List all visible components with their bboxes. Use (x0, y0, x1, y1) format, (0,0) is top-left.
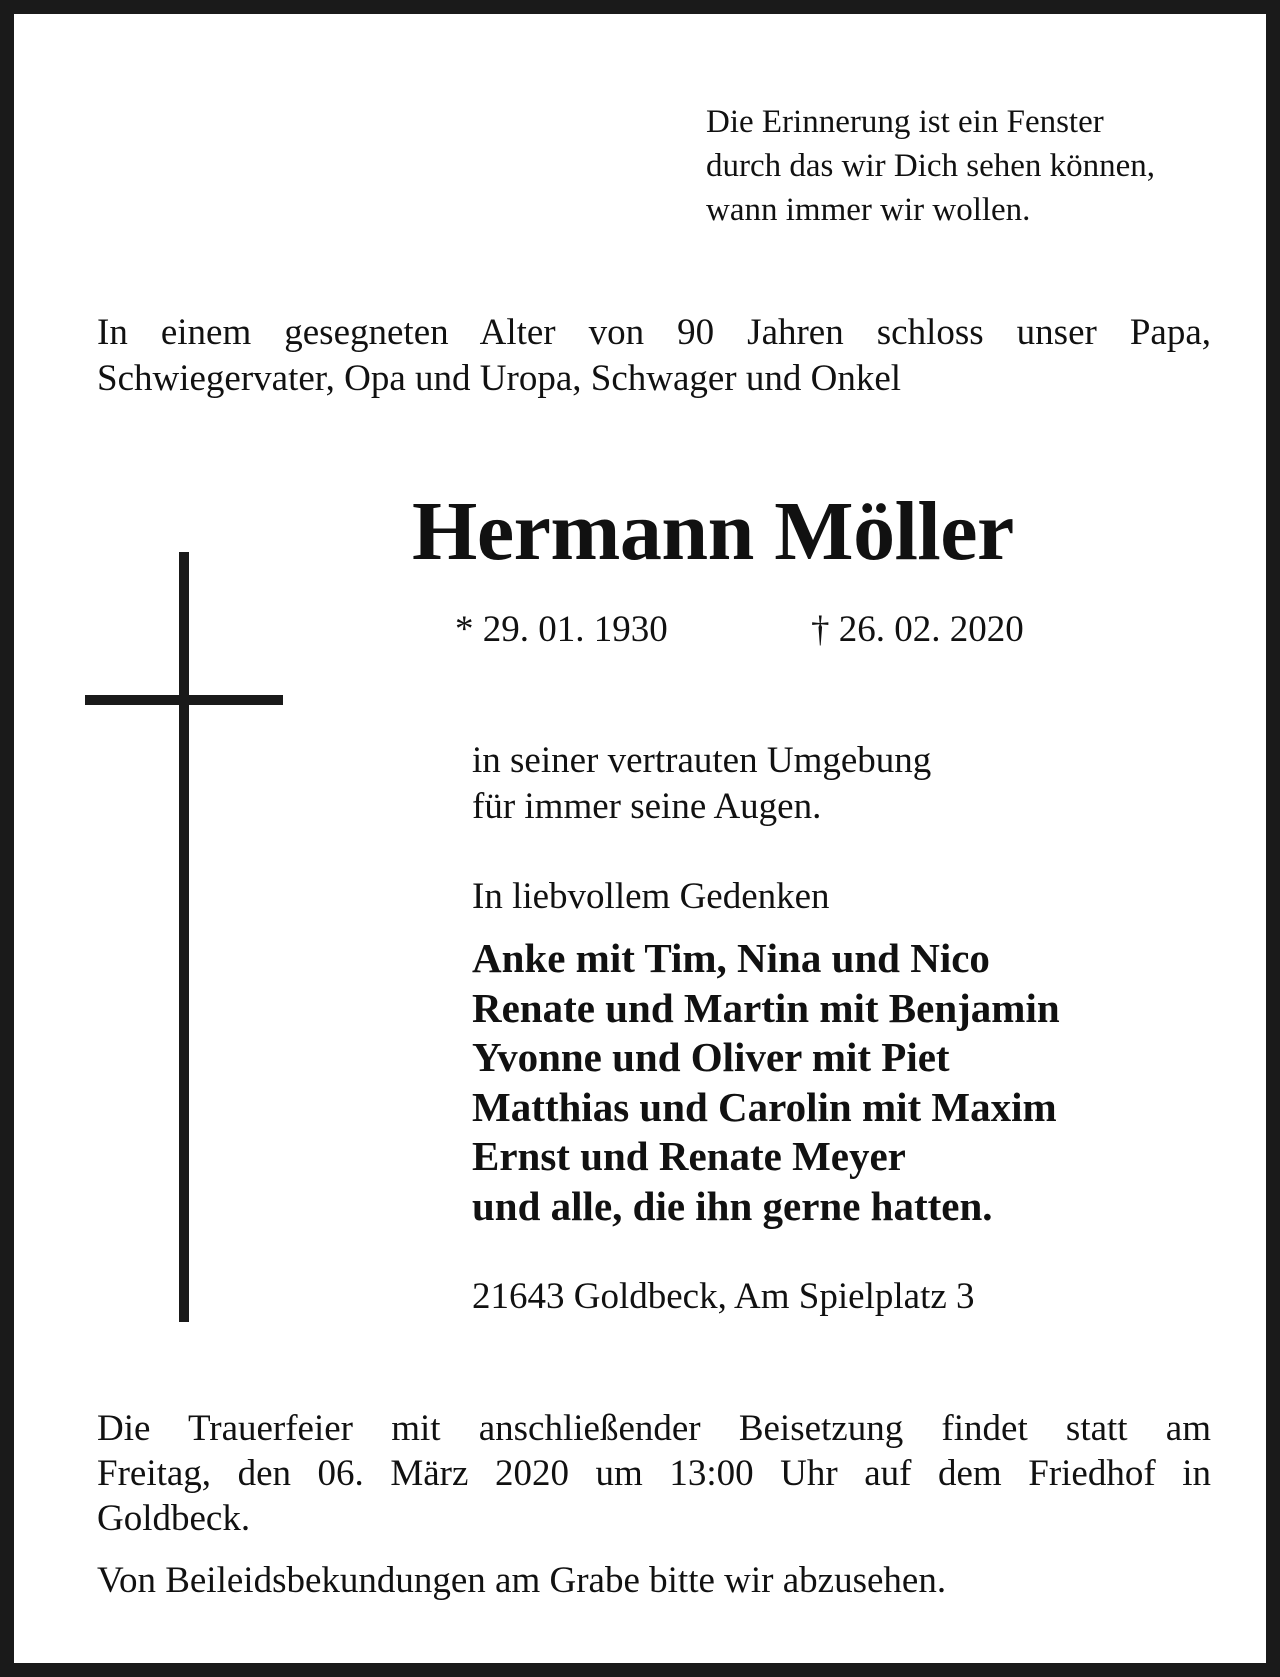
quote-line: Die Erinnerung ist ein Fenster (706, 104, 1104, 140)
funeral-info (97, 1406, 1211, 1541)
family-member: Matthias und Carolin mit Maxim (472, 1083, 1057, 1130)
cross-icon-vertical (179, 552, 189, 1322)
closing-line: für immer seine Augen. (472, 786, 822, 827)
funeral-line: Goldbeck. (97, 1498, 251, 1539)
memorial-quote (706, 100, 1155, 232)
cross-icon-horizontal (85, 695, 283, 705)
family-list (472, 934, 1060, 1231)
family-member: und alle, die ihn gerne hatten. (472, 1182, 993, 1229)
condolence-request: Von Beileidsbekundungen am Grabe bitte wir abzusehen. (97, 1560, 947, 1601)
family-member: Ernst und Renate Meyer (472, 1133, 906, 1179)
memory-line: In liebvollem Gedenken (472, 876, 830, 917)
family-member: Yvonne und Oliver mit Piet (472, 1034, 950, 1080)
deceased-name: Hermann Möller (412, 485, 1014, 578)
funeral-line: Freitag, den 06. März 2020 um 13:00 Uhr auf dem Friedhof in (97, 1453, 1211, 1494)
funeral-line: Die Trauerfeier mit anschließender Beisetzung findet statt am (97, 1408, 1211, 1449)
intro-line: Schwiegervater, Opa und Uropa, Schwager und Onkel (97, 358, 902, 399)
death-date: † 26. 02. 2020 (811, 609, 1024, 650)
birth-date: * 29. 01. 1930 (455, 609, 668, 650)
intro-line: In einem gesegneten Alter von 90 Jahren schloss unser Papa, (97, 312, 1211, 353)
quote-line: wann immer wir wollen. (706, 192, 1031, 228)
family-member: Anke mit Tim, Nina und Nico (472, 935, 990, 981)
family-address: 21643 Goldbeck, Am Spielplatz 3 (472, 1276, 975, 1317)
intro-text (97, 310, 1211, 402)
quote-line: durch das wir Dich sehen können, (706, 148, 1156, 184)
closing-line: in seiner vertrauten Umgebung (472, 740, 932, 781)
closing-text (472, 738, 931, 830)
family-member: Renate und Martin mit Benjamin (472, 984, 1060, 1031)
